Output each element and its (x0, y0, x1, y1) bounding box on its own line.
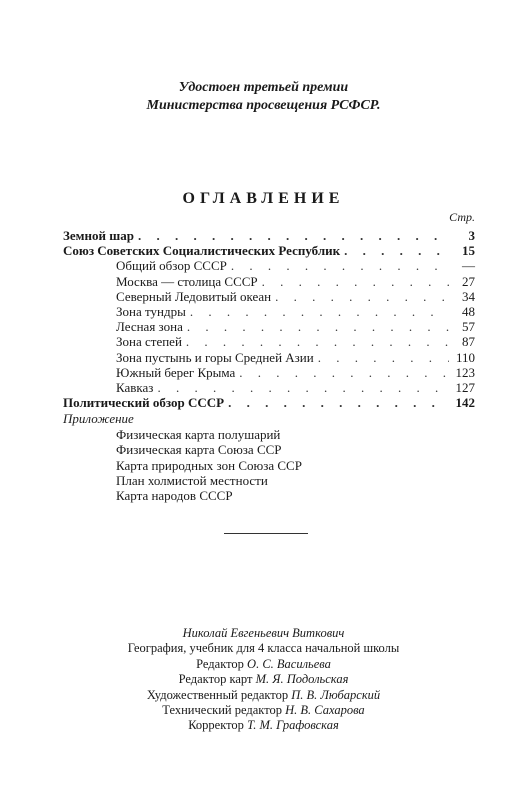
toc-entry-page: 57 (462, 319, 475, 335)
toc-entry-page: 127 (455, 379, 475, 395)
appendix-item: Карта народов СССР (116, 488, 233, 503)
table-of-contents (63, 228, 475, 503)
toc-entry-page: 34 (462, 288, 475, 304)
award-note (0, 79, 527, 115)
toc-entry (63, 304, 475, 319)
toc-entry (63, 274, 475, 289)
imprint-block (0, 626, 527, 734)
dot-leader (271, 289, 449, 304)
toc-entry-label: Москва — столица СССР (116, 273, 258, 289)
dot-leader (134, 228, 449, 243)
credit-role: Редактор (196, 656, 244, 671)
toc-entry-label: Политический обзор СССР (63, 395, 225, 411)
dot-leader (224, 395, 449, 410)
toc-title: ОГЛАВЛЕНИЕ (182, 190, 345, 207)
credit-name: О. С. Васильева (247, 656, 331, 671)
toc-entry-label: Зона пустынь и горы Средней Азии (116, 349, 314, 365)
credit-role: Художественный редактор (146, 687, 289, 702)
credit-role: Редактор карт (178, 672, 253, 687)
dot-leader (183, 319, 449, 334)
toc-entry (63, 289, 475, 304)
toc-entry-page: 123 (455, 364, 475, 380)
toc-entry-label: Северный Ледовитый океан (116, 288, 272, 304)
toc-entry (63, 319, 475, 334)
toc-entry (63, 228, 475, 243)
toc-entry-label: Земной шар (63, 228, 134, 243)
credit-name: П. В. Любарский (291, 687, 381, 702)
toc-entry-label: Зона тундры (116, 303, 186, 319)
toc-entry (63, 365, 475, 380)
credit-tech-editor (0, 703, 527, 718)
author-name: Николай Евгеньевич Виткович (182, 626, 345, 640)
dot-leader (186, 304, 449, 319)
pages-column-label: Стр. (449, 210, 475, 224)
credit-name: Н. В. Сахарова (285, 703, 365, 718)
toc-entry-page: 48 (462, 303, 475, 319)
toc-entry-label: Зона степей (116, 334, 182, 350)
dot-leader (314, 350, 449, 365)
toc-entry-label: Общий обзор СССР (116, 258, 227, 274)
toc-entry-label: Кавказ (116, 379, 154, 395)
appendix-heading: Приложение (63, 411, 134, 427)
toc-entry-label: Союз Советских Социалистических Республик (63, 243, 341, 259)
appendix-item: Физическая карта Союза ССР (116, 442, 282, 458)
toc-entry (63, 395, 475, 410)
appendix-item: Физическая карта полушарий (116, 427, 281, 443)
toc-entry-page: 27 (462, 273, 475, 289)
dot-leader (258, 274, 449, 289)
toc-entry-page: 87 (462, 334, 475, 350)
toc-entry (63, 258, 475, 273)
dot-leader (153, 380, 449, 395)
award-line-2: Министерства просвещения РСФСР. (146, 98, 381, 113)
credit-art-editor (0, 688, 527, 703)
toc-entry-page: 142 (455, 395, 475, 411)
toc-entry-label: Лесная зона (116, 319, 183, 335)
dot-leader (235, 365, 449, 380)
credit-name: М. Я. Подольская (255, 672, 349, 687)
credit-role: Технический редактор (162, 703, 282, 718)
award-line-1: Удостоен третьей премии (178, 80, 349, 95)
dot-leader (227, 258, 449, 273)
toc-entry-page: 3 (468, 228, 475, 243)
credit-map-editor (0, 672, 527, 687)
appendix-item: План холмистой местности (116, 472, 268, 488)
credit-editor (0, 657, 527, 672)
credit-name: Т. М. Графовская (247, 718, 339, 733)
book-title: География, учебник для 4 класса начальной школы (127, 641, 400, 656)
toc-entry-page: 110 (455, 349, 475, 365)
appendix-item: Карта природных зон Союза ССР (116, 457, 302, 473)
dot-leader (182, 334, 449, 349)
toc-entry-page: 15 (462, 243, 475, 259)
toc-entry (63, 334, 475, 349)
credit-corrector (0, 718, 527, 733)
toc-entry (63, 243, 475, 258)
credit-role: Корректор (188, 718, 244, 733)
toc-entry (63, 350, 475, 365)
dot-leader (340, 243, 449, 258)
divider-rule (224, 533, 308, 534)
toc-entry (63, 380, 475, 395)
toc-entry-label: Южный берег Крыма (116, 364, 236, 380)
toc-entry-page: — (462, 258, 475, 274)
